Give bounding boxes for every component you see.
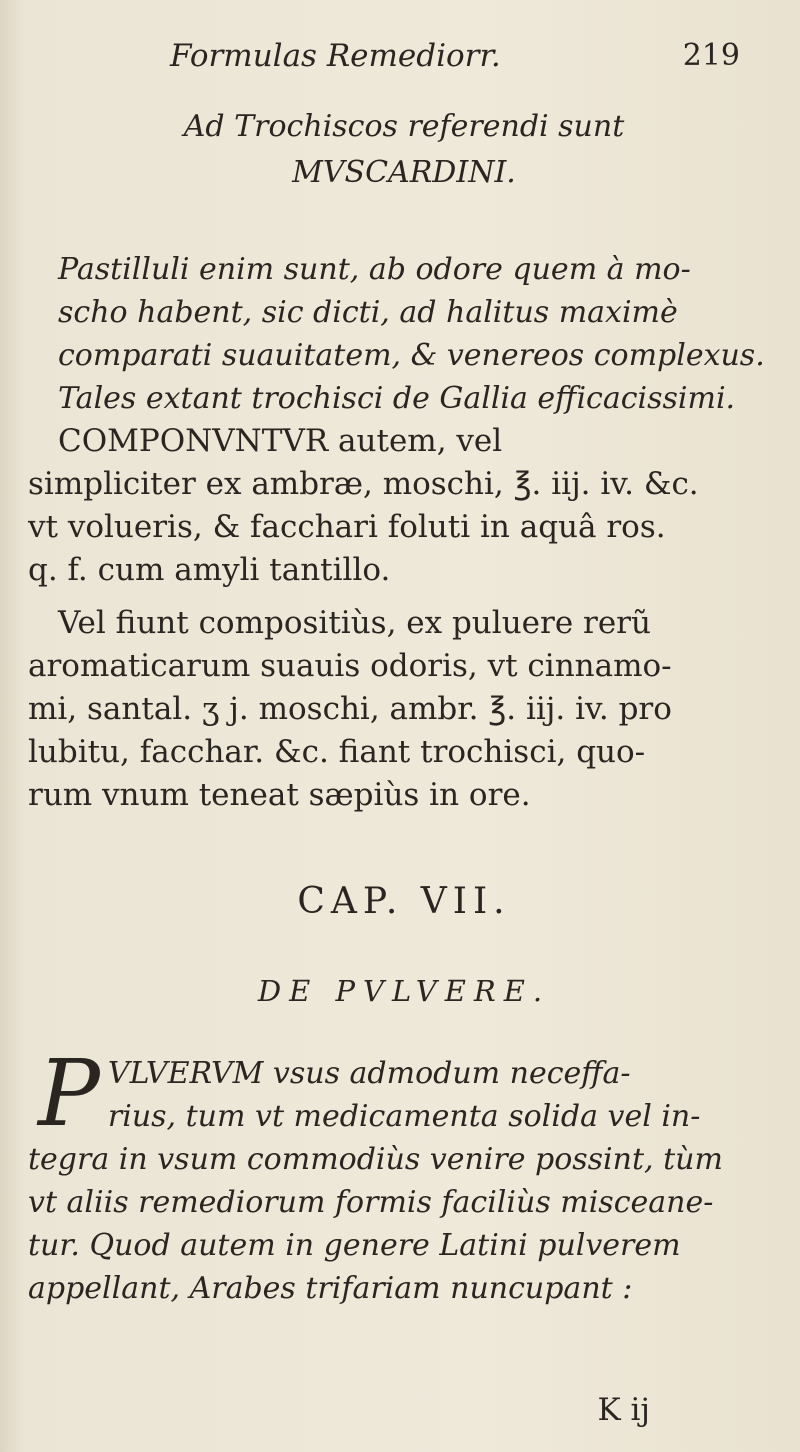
section-heading: [28, 104, 780, 196]
heading-line: Ad Trochiscos referendi sunt: [183, 109, 625, 144]
running-header: [170, 38, 740, 74]
text-line: Vel fiunt compositiùs, ex puluere rerũ: [58, 605, 651, 641]
text-line: rum vnum teneat sæpiùs in ore.: [28, 777, 531, 813]
text-line: vt aliis remediorum formis faciliùs misceane-: [28, 1185, 714, 1220]
text-line: lubitu, facchar. &c. fiant trochisci, quo-: [28, 734, 646, 770]
text-line: COMPONVNTVR autem, vel: [58, 423, 503, 459]
chapter-title: DE PVLVERE.: [257, 974, 551, 1008]
text-line: VLVERVM vsus admodum neceffa-: [107, 1056, 631, 1091]
text-line: Pastilluli enim sunt, ab odore quem à mo-: [58, 252, 691, 287]
page-number: 219: [682, 38, 740, 73]
heading-line: MVSCARDINI.: [292, 155, 516, 190]
paragraph-pulverum: [28, 1040, 780, 1310]
text-line: tur. Quod autem in genere Latini pulverem: [28, 1228, 681, 1263]
text-line: vt volueris, & facchari foluti in aquâ ros.: [28, 509, 666, 545]
running-title: Formulas Remediorr.: [170, 38, 501, 74]
catchword: K ij: [597, 1392, 650, 1428]
text-line: tegra in vsum commodiùs venire possint, tùm: [28, 1142, 723, 1177]
paragraph-intro: [28, 248, 780, 420]
drop-cap: P: [38, 1040, 100, 1147]
text-line: appellant, Arabes trifariam nuncupant :: [28, 1271, 633, 1306]
text-line: scho habent, sic dicti, ad halitus maximè: [58, 295, 678, 330]
text-line: mi, santal. ʒ j. moschi, ambr. ℥. iij. iv. pro: [28, 691, 672, 727]
text-line: rius, tum vt medicamenta solida vel in-: [107, 1099, 701, 1134]
text-line: Tales extant trochisci de Gallia efficacissimi.: [58, 381, 736, 416]
text-line: aromaticarum suauis odoris, vt cinnamo-: [28, 648, 672, 684]
text-line: simpliciter ex ambræ, moschi, ℥. iij. iv. &c.: [28, 466, 699, 502]
chapter-number: CAP. VII.: [297, 881, 511, 922]
paragraph-compositius: [28, 602, 780, 817]
paragraph-componuntur: [28, 420, 780, 592]
text-line: comparati suauitatem, & venereos complexus.: [58, 338, 765, 373]
text-line: q. f. cum amyli tantillo.: [28, 552, 391, 588]
